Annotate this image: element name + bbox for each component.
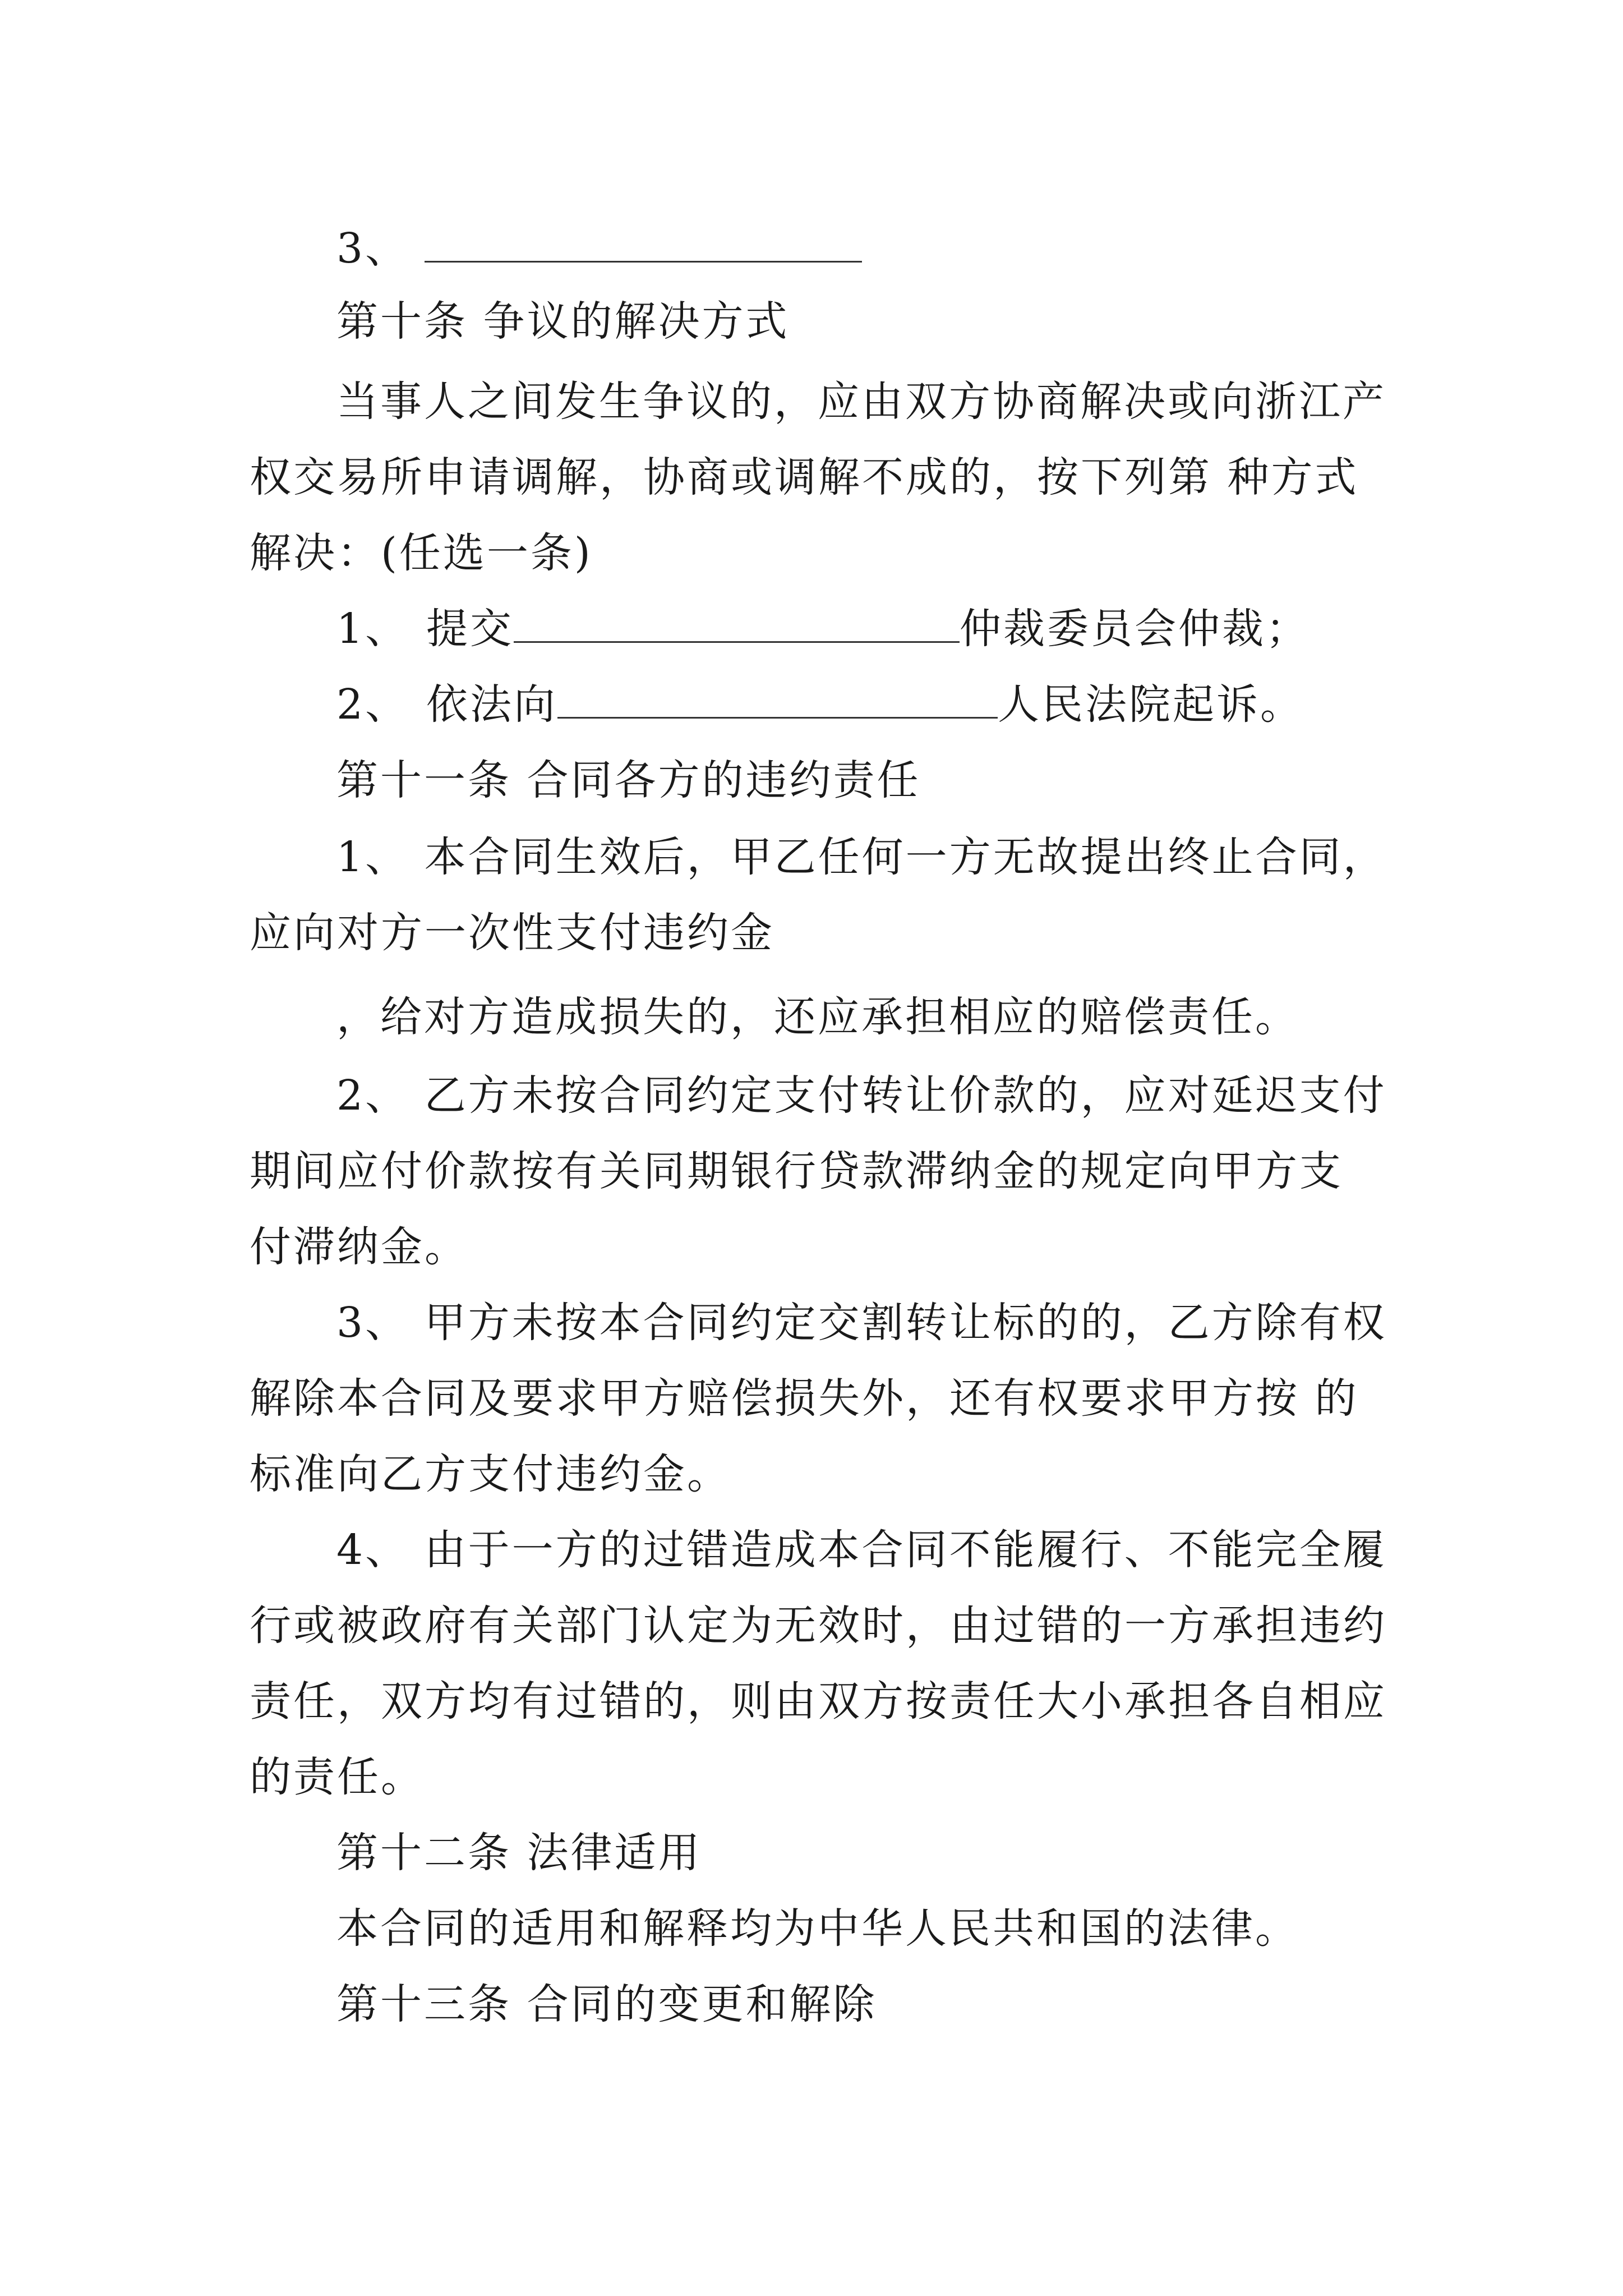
option-number: 1、 — [336, 605, 409, 653]
article-11-item-line: 付滞纳金。 — [250, 1223, 468, 1271]
article-10-title: 第十条 争议的解决方式 — [336, 297, 790, 346]
article-11-title: 第十一条 合同各方的违约责任 — [336, 756, 921, 804]
article-11-item-line: 1、 本合同生效后，甲乙任何一方无故提出终止合同， — [336, 833, 1387, 881]
article-11-item-line: 期间应付价款按有关同期银行贷款滞纳金的规定向甲方支 — [250, 1147, 1343, 1195]
item-number: 3、 — [336, 224, 409, 273]
article-12-title: 第十二条 法律适用 — [336, 1829, 702, 1877]
article-11-item-line: ，给对方造成损失的，还应承担相应的赔偿责任。 — [336, 993, 1299, 1041]
article-11-item-line: 3、 甲方未按本合同约定交割转让标的的，乙方除有权 — [336, 1299, 1387, 1347]
article-11-item-line: 的责任。 — [250, 1753, 425, 1801]
article-10-paragraph-line: 解决：(任选一条) — [250, 529, 593, 577]
blank-field[interactable] — [425, 226, 862, 263]
arbitration-blank-field[interactable] — [514, 606, 960, 643]
article-11-item-line: 行或被政府有关部门认定为无效时，由过错的一方承担违约 — [250, 1602, 1387, 1650]
article-11-item-line: 2、 乙方未按合同约定支付转让价款的，应对延迟支付 — [336, 1071, 1387, 1120]
court-option — [336, 678, 1304, 731]
court-blank-field[interactable] — [557, 682, 998, 719]
article-11-item-line: 4、 由于一方的过错造成本合同不能履行、不能完全履 — [336, 1526, 1387, 1574]
option-label: 依法向 — [426, 680, 557, 729]
article-12-paragraph: 本合同的适用和解释均为中华人民共和国的法律。 — [336, 1904, 1299, 1953]
arbitration-option — [336, 602, 1310, 656]
article-11-item-line: 标准向乙方支付违约金。 — [250, 1450, 731, 1498]
item-3-line — [336, 222, 862, 275]
option-label: 人民法院起诉。 — [998, 680, 1304, 729]
article-11-item-line: 责任，双方均有过错的，则由双方按责任大小承担各自相应 — [250, 1677, 1387, 1726]
option-number: 2、 — [336, 680, 409, 729]
article-11-item-line: 应向对方一次性支付违约金 — [250, 909, 774, 957]
option-label: 仲裁委员会仲裁； — [960, 605, 1310, 653]
option-label: 提交 — [426, 605, 514, 653]
article-10-paragraph-line: 当事人之间发生争议的，应由双方协商解决或向浙江产 — [336, 378, 1386, 426]
article-13-title: 第十三条 合同的变更和解除 — [336, 1980, 877, 2028]
article-11-item-line: 解除本合同及要求甲方赔偿损失外，还有权要求甲方按 的 — [250, 1374, 1359, 1423]
article-10-paragraph-line: 权交易所申请调解，协商或调解不成的，按下列第 种方式 — [250, 453, 1359, 501]
